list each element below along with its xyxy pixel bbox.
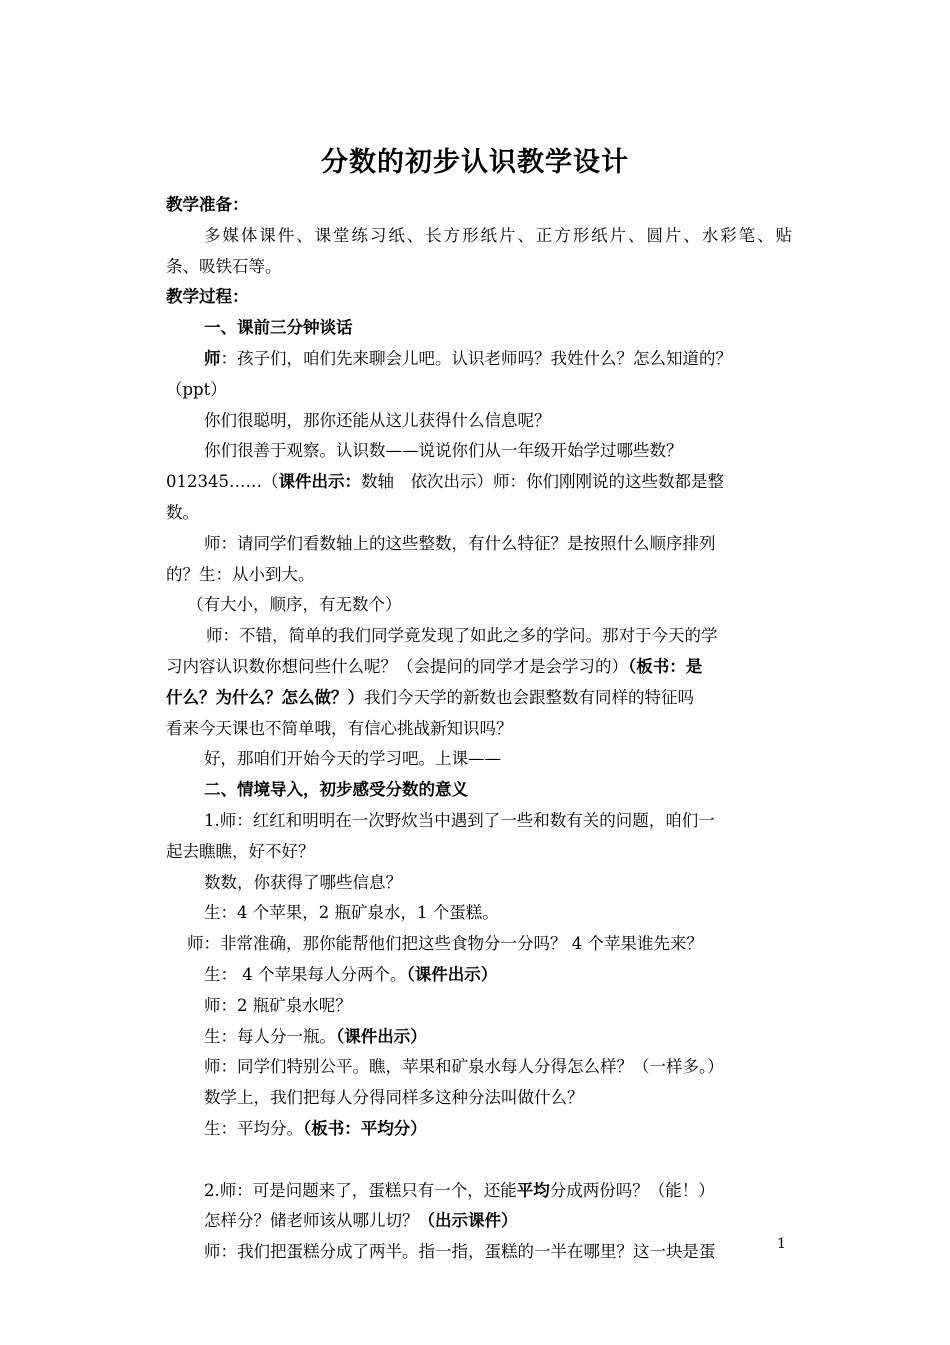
paragraph-line: 师：孩子们，咱们先来聊会儿吧。认识老师吗？我姓什么？怎么知道的？ bbox=[204, 348, 732, 368]
blank-line bbox=[166, 1145, 792, 1176]
paragraph-line: 看来今天课也不简单哦，有信心挑战新知识吗？ bbox=[166, 718, 513, 738]
paragraph-line: 起去瞧瞧，好不好？ bbox=[166, 841, 315, 861]
page-title: 分数的初步认识教学设计 bbox=[321, 147, 629, 178]
subheading-1: 一、课前三分钟谈话 bbox=[204, 318, 353, 338]
paragraph-line: 你们很聪明，那你还能从这儿获得什么信息呢？ bbox=[204, 410, 551, 430]
paragraph-line: （ppt） bbox=[166, 379, 227, 399]
page-number: 1 bbox=[777, 1236, 786, 1252]
paragraph-line: （有大小，顺序，有无数个） bbox=[187, 595, 402, 615]
paragraph-line: 好，那咱们开始今天的学习吧。上课—— bbox=[204, 749, 501, 769]
paragraph-line: 生：每人分一瓶。（课件出示） bbox=[204, 1026, 427, 1046]
subheading-2: 二、情境导入，初步感受分数的意义 bbox=[204, 780, 468, 800]
paragraph-line: 师：2 瓶矿泉水呢？ bbox=[204, 995, 352, 1015]
paragraph-line: 师：非常准确，那你能帮他们把这些食物分一分吗？ 4 个苹果谁先来？ bbox=[187, 934, 703, 954]
paragraph-line: 习内容认识数你想问些什么呢？（会提问的同学才是会学习的）（板书：是 bbox=[166, 656, 703, 676]
paragraph-line: 生：平均分。（板书：平均分） bbox=[204, 1118, 427, 1138]
paragraph-line: 2.师：可是问题来了，蛋糕只有一个，还能平均分成两份吗？（能！） bbox=[204, 1180, 715, 1200]
paragraph-line: 师：请同学们看数轴上的这些整数，有什么特征？是按照什么顺序排列 bbox=[204, 533, 716, 553]
paragraph-line: 生： 4 个苹果每人分两个。（课件出示） bbox=[204, 964, 498, 984]
section-heading-process: 教学过程： bbox=[166, 287, 249, 307]
paragraph-line: 师：我们把蛋糕分成了两半。指一指，蛋糕的一半在哪里？这一块是蛋 bbox=[204, 1242, 716, 1262]
paragraph-line: 怎样分？储老师该从哪儿切？（出示课件） bbox=[204, 1211, 518, 1231]
paragraph-line: 师：同学们特别公平。瞧，苹果和矿泉水每人分得怎么样？（一样多。） bbox=[204, 1057, 724, 1077]
paragraph-line: 012345……（课件出示：数轴 依次出示）师：你们刚刚说的这些数都是整 bbox=[166, 472, 724, 492]
paragraph-line: 什么？为什么？怎么做？）我们今天学的新数也会跟整数有同样的特征吗 bbox=[166, 687, 694, 707]
paragraph-line: 1.师：红红和明明在一次野炊当中遇到了一些和数有关的问题，咱们一 bbox=[204, 810, 715, 830]
paragraph-line: 数数，你获得了哪些信息？ bbox=[204, 872, 402, 892]
paragraph-line: 数学上，我们把每人分得同样多这种分法叫做什么？ bbox=[204, 1088, 584, 1108]
document-body bbox=[166, 190, 792, 1268]
paragraph-line: 多媒体课件、课堂练习纸、长方形纸片、正方形纸片、圆片、水彩笔、贴 bbox=[204, 225, 792, 245]
paragraph-line: 生：4 个苹果，2 瓶矿泉水，1 个蛋糕。 bbox=[204, 903, 499, 923]
paragraph-line: 条、吸铁石等。 bbox=[166, 256, 282, 276]
paragraph-line: 的？生：从小到大。 bbox=[166, 564, 315, 584]
paragraph-line: 师：不错，简单的我们同学竟发现了如此之多的学问。那对于今天的学 bbox=[206, 626, 718, 646]
section-heading-prep: 教学准备： bbox=[166, 195, 249, 214]
paragraph-line: 数。 bbox=[166, 502, 199, 522]
speaker-label: 师 bbox=[204, 348, 221, 368]
paragraph-line: 你们很善于观察。认识数——说说你们从一年级开始学过哪些数？ bbox=[204, 441, 683, 461]
